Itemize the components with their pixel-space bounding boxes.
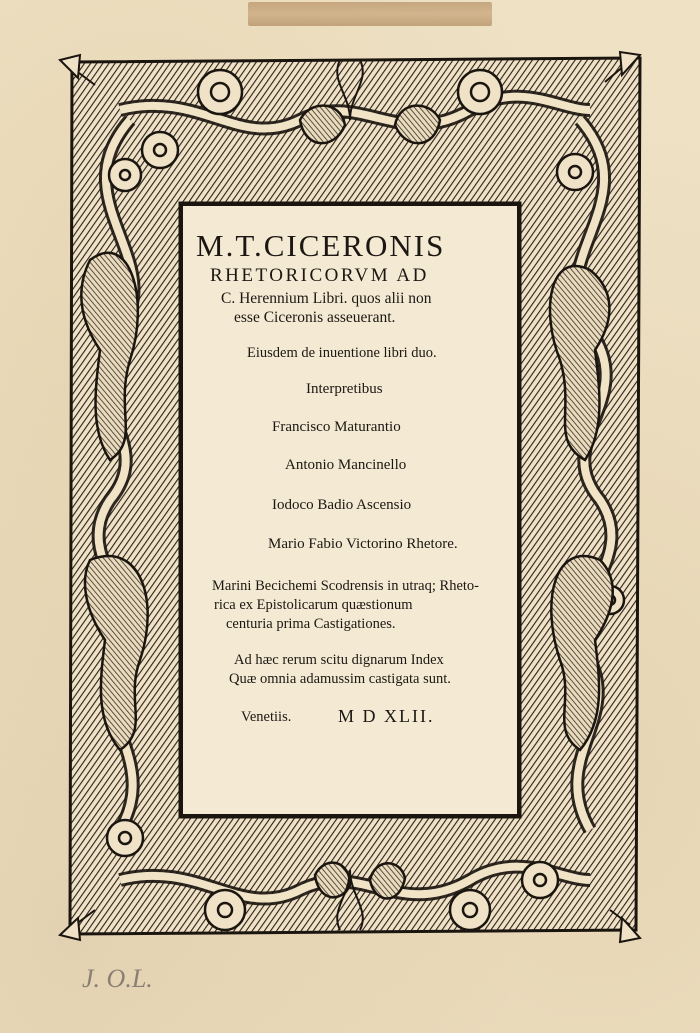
index-line-2: Quæ omnia adamussim castigata sunt. bbox=[229, 671, 451, 687]
inventione-line: Eiusdem de inuentione libri duo. bbox=[247, 345, 437, 361]
interpreter-3: Iodoco Badio Ascensio bbox=[272, 497, 412, 513]
interpreter-2: Antonio Mancinello bbox=[285, 457, 407, 473]
author-heading: M.T.CICERONIS bbox=[196, 228, 446, 263]
castigationes-line-3: centuria prima Castigationes. bbox=[226, 616, 396, 632]
work-title: RHETORICORVM AD bbox=[210, 265, 429, 286]
interpreter-1: Francisco Maturantio bbox=[272, 419, 401, 435]
index-line-1: Ad hæc rerum scitu dignarum Index bbox=[234, 652, 444, 668]
subtitle-line-1: C. Herennium Libri. quos alii non bbox=[221, 290, 432, 307]
interpreter-4: Mario Fabio Victorino Rhetore. bbox=[268, 536, 458, 552]
subtitle-line-2: esse Ciceronis asseuerant. bbox=[234, 309, 396, 326]
interpretibus-heading: Interpretibus bbox=[306, 381, 383, 397]
imprint-year: M D XLII. bbox=[338, 706, 435, 726]
castigationes-line-1: Marini Becichemi Scodrensis in utraq; Rheto- bbox=[212, 578, 479, 594]
castigationes-line-2: rica ex Epistolicarum quæstionum bbox=[214, 597, 413, 613]
imprint-place: Venetiis. bbox=[241, 709, 292, 725]
provenance-inscription: J. O.L. bbox=[82, 964, 153, 993]
